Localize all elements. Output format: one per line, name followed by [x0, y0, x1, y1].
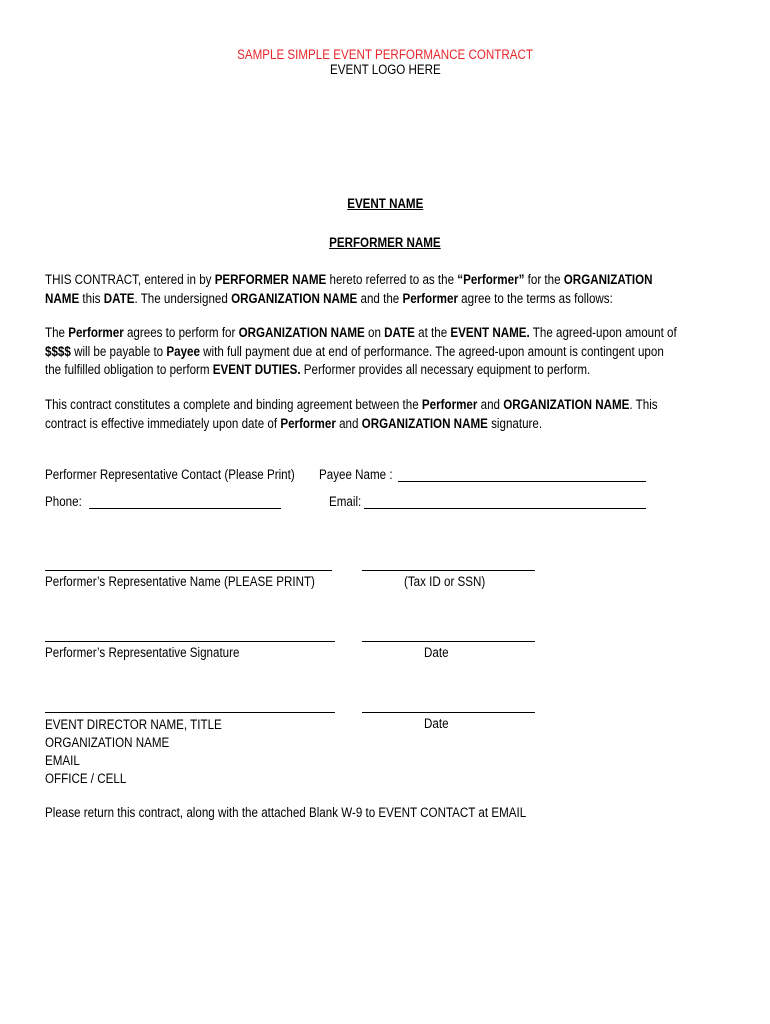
rep-name-caption: Performer’s Representative Name (PLEASE PRINT) [45, 574, 315, 589]
director-date-line[interactable] [362, 712, 535, 713]
director-organization: ORGANIZATION NAME [45, 735, 170, 750]
phone-field[interactable] [89, 508, 281, 509]
contract-paragraph-1: THIS CONTRACT, entered in by PERFORMER NAME hereto referred to as the “Performer” for the ORGANIZATION NAME this DATE. The undersigned ORGANIZATION NAME and the Performer agree to the terms as follows: [45, 272, 653, 306]
phone-label: Phone: [45, 494, 82, 509]
tax-id-line[interactable] [362, 570, 535, 571]
director-date-caption: Date [424, 716, 449, 731]
director-phone: OFFICE / CELL [45, 771, 127, 786]
performer-name-heading: PERFORMER NAME [329, 235, 441, 250]
payee-name-label: Payee Name : [319, 467, 393, 482]
email-field[interactable] [364, 508, 646, 509]
director-details [45, 716, 222, 788]
contract-paragraph-3: This contract constitutes a complete and binding agreement between the Performer and ORGANIZATION NAME. This contract is effective immediately upon date of Performer and ORGANIZATION NAME signature. [45, 397, 658, 431]
payee-name-field[interactable] [398, 481, 646, 482]
rep-signature-line[interactable] [45, 641, 335, 642]
return-instructions: Please return this contract, along with the attached Blank W-9 to EVENT CONTACT at EMAIL [45, 805, 527, 820]
director-name-title: EVENT DIRECTOR NAME, TITLE [45, 717, 222, 732]
rep-signature-caption: Performer’s Representative Signature [45, 645, 240, 660]
tax-id-caption: (Tax ID or SSN) [404, 574, 486, 589]
rep-name-line[interactable] [45, 570, 332, 571]
contract-paragraph-2: The Performer agrees to perform for ORGANIZATION NAME on DATE at the EVENT NAME. The agreed-upon amount of $$$$ will be payable to Payee with full payment due at end of performance. The agreed-upon amount is contingent upon the fulfilled obligation to perform EVENT DUTIES. Performer provides all necessary equipment to perform. [45, 325, 677, 377]
rep-date-caption: Date [424, 645, 449, 660]
email-label: Email: [329, 494, 362, 509]
rep-contact-label: Performer Representative Contact (Please Print) [45, 467, 295, 482]
event-logo-placeholder: EVENT LOGO HERE [329, 62, 441, 77]
director-email: EMAIL [45, 753, 80, 768]
event-name-heading: EVENT NAME [346, 196, 424, 211]
director-signature-line[interactable] [45, 712, 335, 713]
rep-date-line[interactable] [362, 641, 535, 642]
document-header [0, 47, 770, 77]
document-title: SAMPLE SIMPLE EVENT PERFORMANCE CONTRACT [237, 47, 533, 62]
